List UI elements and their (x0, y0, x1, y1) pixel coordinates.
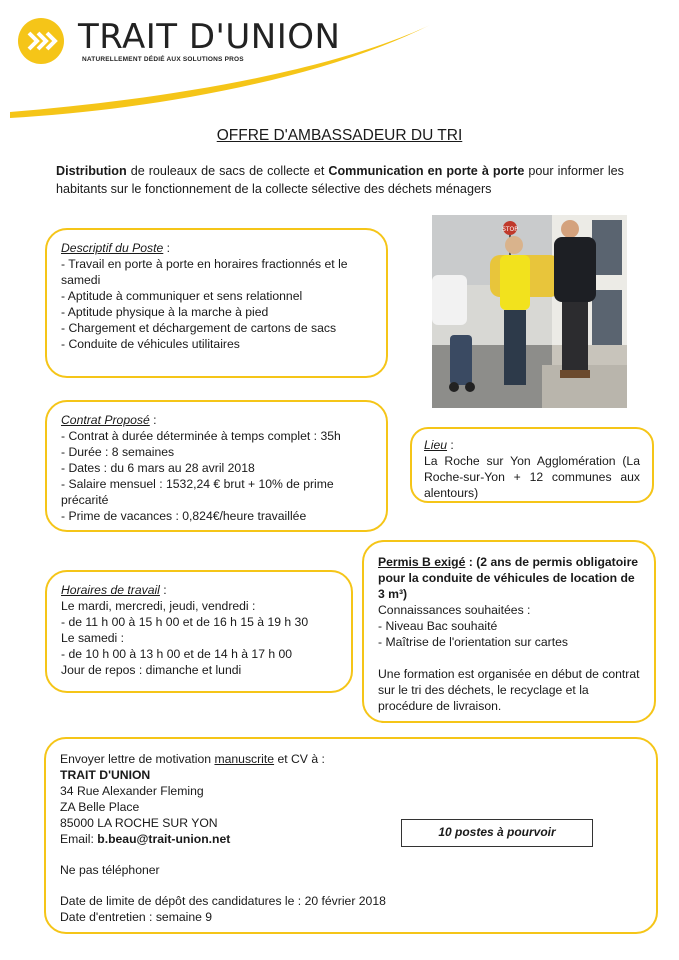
list-item: - Aptitude physique à la marche à pied (61, 305, 269, 319)
horaires-heading: Horaires de travail (61, 583, 160, 597)
positions-badge: 10 postes à pourvoir (401, 819, 593, 847)
list-item: - Travail en porte à porte en horaires fractionnés et le samedi (61, 257, 348, 287)
brand-name: TRAIT D'UNION (78, 17, 341, 57)
descriptif-colon: : (163, 241, 171, 255)
contact-intro-c: et CV à : (274, 752, 325, 766)
contact-address-line: ZA Belle Place (60, 800, 140, 814)
intro-text-1: de rouleaux de sacs de collecte et (126, 164, 329, 178)
descriptif-heading: Descriptif du Poste (61, 241, 164, 255)
contrat-heading: Contrat Proposé (61, 413, 150, 427)
contrat-list (61, 428, 372, 524)
formation-text: Une formation est organisée en début de contrat sur le tri des déchets, le recyclage et la procédure de livraison. (378, 667, 640, 713)
horaires-line: Le samedi : (61, 631, 125, 645)
list-item: - Aptitude à communiquer et sens relationnel (61, 289, 303, 303)
list-item: - Salaire mensuel : 1532,24 € brut + 10% de prime précarité (61, 477, 334, 507)
contrat-box (45, 400, 388, 532)
logo-icon (18, 18, 64, 64)
list-item: - Conduite de véhicules utilitaires (61, 337, 240, 351)
contact-address-line: 85000 LA ROCHE SUR YON (60, 816, 218, 830)
deadline-text: Date de limite de dépôt des candidatures le : 20 février 2018 (60, 894, 386, 908)
permis-list (378, 618, 640, 650)
stop-sign-text: STOP (502, 226, 518, 233)
lieu-text: La Roche sur Yon Agglomération (La Roche-sur-Yon + 12 communes aux alentours) (424, 454, 640, 500)
descriptif-list (61, 256, 372, 352)
horaires-line: - de 11 h 00 à 15 h 00 et de 16 h 15 à 19 h 30 (61, 615, 309, 629)
horaires-colon: : (159, 583, 167, 597)
list-item: - Durée : 8 semaines (61, 445, 175, 459)
permis-box (362, 540, 656, 723)
brand-tagline: NATURELLEMENT DÉDIÉ AUX SOLUTIONS PROS (82, 56, 244, 63)
intro-keyword-communication: Communication en porte à porte (328, 164, 525, 178)
horaires-line: Jour de repos : dimanche et lundi (61, 663, 242, 677)
intro-text-2: pour informer les habitants sur le fonctionnement de la collecte sélective des déchets ménagers (56, 164, 624, 196)
contact-intro-manuscrite: manuscrite (214, 752, 275, 766)
email-link[interactable]: b.beau@trait-union.net (97, 832, 231, 846)
email-label: Email: (60, 832, 98, 846)
ambassador-photo (432, 215, 627, 408)
interview-text: Date d'entretien : semaine 9 (60, 910, 213, 924)
contrat-colon: : (149, 413, 157, 427)
list-item: - Maîtrise de l'orientation sur cartes (378, 635, 568, 649)
intro-keyword-distribution: Distribution (56, 164, 127, 178)
no-phone-note: Ne pas téléphoner (60, 863, 160, 877)
list-item: - Chargement et déchargement de cartons de sacs (61, 321, 337, 335)
contact-address-line: 34 Rue Alexander Fleming (60, 784, 204, 798)
intro-paragraph (56, 163, 624, 198)
lieu-box (410, 427, 654, 503)
contact-intro-a: Envoyer lettre de motivation (60, 752, 215, 766)
list-item: - Prime de vacances : 0,824€/heure travaillée (61, 509, 307, 523)
horaires-line: Le mardi, mercredi, jeudi, vendredi : (61, 599, 256, 613)
horaires-line: - de 10 h 00 à 13 h 00 et de 14 h à 17 h 00 (61, 647, 293, 661)
lieu-heading: Lieu (424, 438, 448, 452)
list-item: - Niveau Bac souhaité (378, 619, 498, 633)
descriptif-box (45, 228, 388, 378)
page-title: OFFRE D'AMBASSADEUR DU TRI (216, 127, 463, 144)
permis-requirement: : (2 ans de permis obligatoire pour la conduite de véhicules de location de 3 m³) (378, 555, 639, 601)
permis-subheading: Connaissances souhaitées : (378, 603, 531, 617)
list-item: - Dates : du 6 mars au 28 avril 2018 (61, 461, 255, 475)
contact-company: TRAIT D'UNION (60, 768, 151, 782)
list-item: - Contrat à durée déterminée à temps complet : 35h (61, 429, 341, 443)
horaires-box (45, 570, 353, 693)
permis-heading: Permis B exigé (378, 555, 466, 569)
lieu-colon: : (447, 438, 454, 452)
